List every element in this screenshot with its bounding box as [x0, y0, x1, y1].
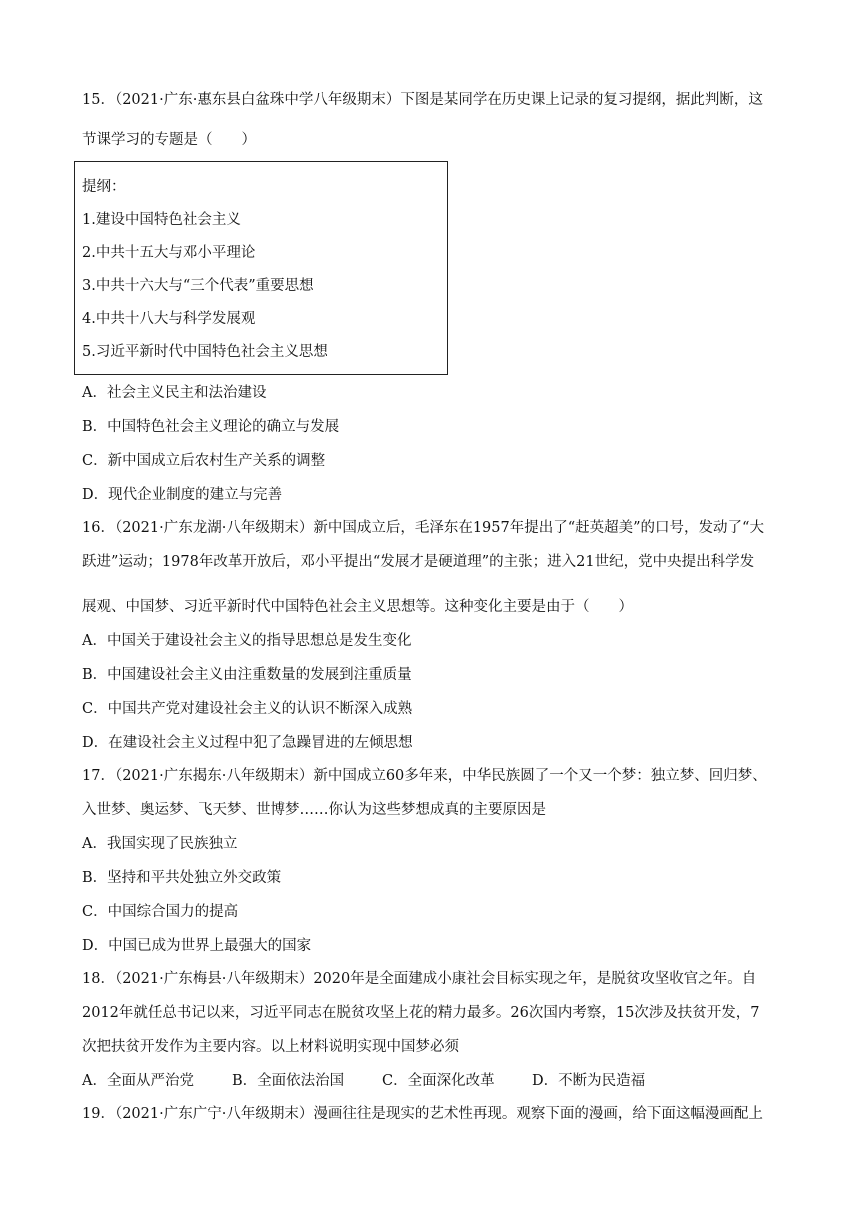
q16-stem-line1: 16．（2021·广东龙湖·八年级期末）新中国成立后，毛泽东在1957年提出了“赶英超美”的口号，发动了“大 — [82, 520, 764, 536]
q18-stem-line1: 18．（2021·广东梅县·八年级期末）2020年是全面建成小康社会目标实现之年，是脱贫攻坚收官之年。自 — [82, 971, 757, 987]
q17-option-a: A．我国实现了民族独立 — [82, 836, 238, 852]
outline-title: 提纲： — [82, 179, 126, 195]
outline-item: 3.中共十六大与“三个代表”重要思想 — [82, 278, 314, 294]
q15-option-a: A．社会主义民主和法治建设 — [82, 385, 267, 401]
q17-stem-line1: 17．（2021·广东揭东·八年级期末）新中国成立60多年来，中华民族圆了一个又一个梦：独立梦、回归梦、 — [82, 768, 767, 784]
q18-option-d: D．不断为民造福 — [532, 1073, 646, 1089]
q16-option-a: A．中国关于建设社会主义的指导思想总是发生变化 — [82, 633, 412, 649]
q17-option-d: D．中国已成为世界上最强大的国家 — [82, 938, 312, 954]
outline-box — [74, 161, 448, 375]
q16-option-b: B．中国建设社会主义由注重数量的发展到注重质量 — [82, 667, 412, 683]
outline-item: 4.中共十八大与科学发展观 — [82, 311, 256, 327]
q16-option-c: C．中国共产党对建设社会主义的认识不断深入成熟 — [82, 701, 413, 717]
q18-option-a: A．全面从严治党 — [82, 1073, 194, 1089]
q16-option-d: D．在建设社会主义过程中犯了急躁冒进的左倾思想 — [82, 735, 413, 751]
q18-stem-line2: 2012年就任总书记以来，习近平同志在脱贫攻坚上花的精力最多。26次国内考察，15次涉及扶贫开发，7 — [82, 1005, 760, 1021]
outline-item: 2.中共十五大与邓小平理论 — [82, 245, 256, 261]
q17-option-b: B．坚持和平共处独立外交政策 — [82, 870, 282, 886]
q17-option-c: C．中国综合国力的提高 — [82, 904, 239, 920]
q17-stem-line2: 入世梦、奥运梦、飞天梦、世博梦……你认为这些梦想成真的主要原因是 — [82, 802, 546, 818]
outline-item: 5.习近平新时代中国特色社会主义思想 — [82, 344, 328, 360]
q18-option-c: C．全面深化改革 — [382, 1073, 495, 1089]
q18-option-b: B．全面依法治国 — [232, 1073, 345, 1089]
q15-stem-line1: 15．（2021·广东·惠东县白盆珠中学八年级期末）下图是某同学在历史课上记录的复习提纲，据此判断，这 — [82, 92, 763, 108]
q15-stem-line2: 节课学习的专题是（ ） — [82, 132, 256, 148]
q16-stem-line2: 跃进”运动；1978年改革开放后，邓小平提出“发展才是硬道理”的主张；进入21世纪，党中央提出科学发 — [82, 554, 755, 570]
q16-stem-line3: 展观、中国梦、习近平新时代中国特色社会主义思想等。这种变化主要是由于（ ） — [82, 599, 633, 615]
q15-option-c: C．新中国成立后农村生产关系的调整 — [82, 453, 326, 469]
outline-item: 1.建设中国特色社会主义 — [82, 212, 241, 228]
q19-stem-line1: 19．（2021·广东广宁·八年级期末）漫画往往是现实的艺术性再现。观察下面的漫画，给下面这幅漫画配上 — [82, 1106, 763, 1122]
q18-stem-line3: 次把扶贫开发作为主要内容。以上材料说明实现中国梦必须 — [82, 1039, 459, 1055]
q15-option-d: D．现代企业制度的建立与完善 — [82, 487, 283, 503]
q18-options-row — [82, 1071, 645, 1091]
q15-option-b: B．中国特色社会主义理论的确立与发展 — [82, 419, 340, 435]
